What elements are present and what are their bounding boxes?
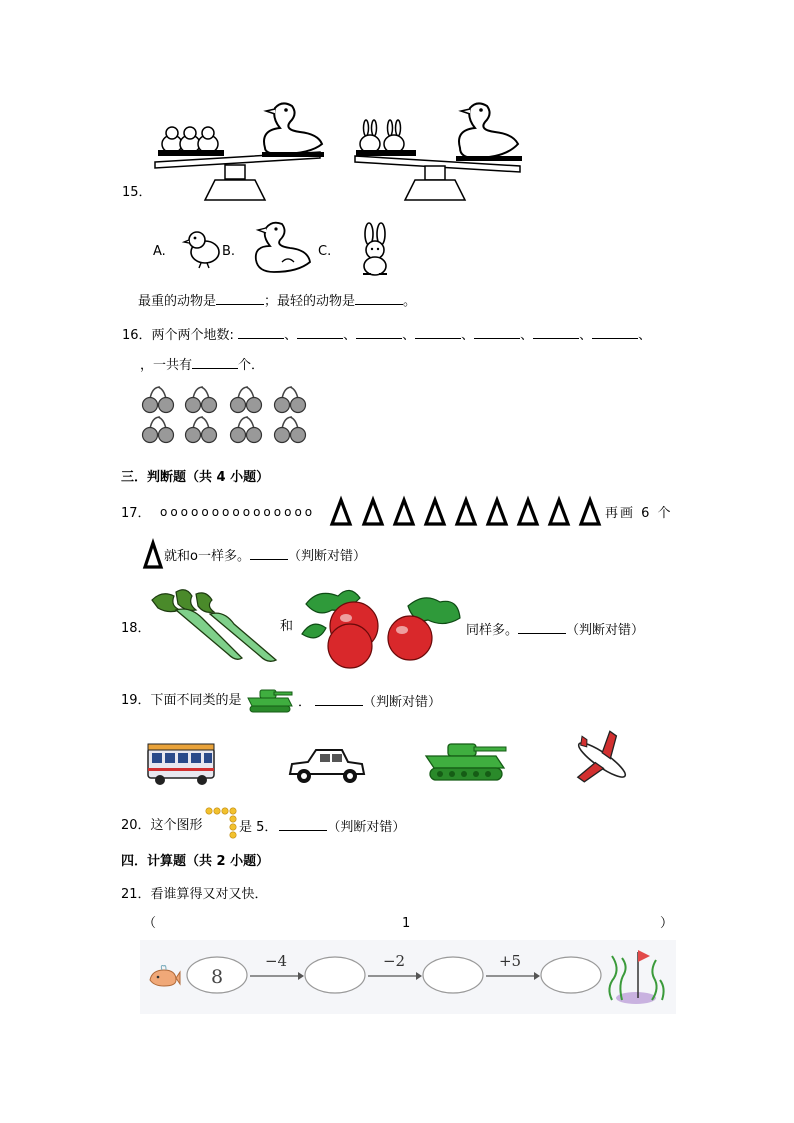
q16-sep: 、 bbox=[402, 328, 416, 343]
q17-circles: ooooooooooooooo bbox=[160, 505, 316, 519]
op-1: −4 bbox=[264, 952, 288, 970]
q20-answer-blank[interactable] bbox=[279, 818, 327, 831]
q20-number: 20． bbox=[121, 818, 151, 833]
q16-sep: 、 bbox=[343, 328, 357, 343]
q16-blank-3[interactable] bbox=[356, 326, 402, 339]
oval-answer-3[interactable] bbox=[540, 955, 602, 995]
seaweed-flag-icon bbox=[604, 944, 668, 1006]
duck-icon bbox=[252, 220, 312, 275]
section-3-title: 三．判断题（共 4 小题） bbox=[121, 470, 270, 485]
q19-answer-blank[interactable] bbox=[315, 693, 363, 706]
q20-judge: （判断对错） bbox=[327, 820, 406, 835]
airplane-icon bbox=[572, 728, 632, 792]
q17-number: 17． bbox=[121, 506, 151, 521]
q16-number: 16． bbox=[122, 328, 152, 343]
q19-tail bbox=[298, 693, 441, 711]
whale-icon bbox=[146, 964, 180, 990]
section-4-title: 四．计算题（共 2 小题） bbox=[121, 854, 270, 869]
flower-figure-icon bbox=[203, 807, 239, 843]
q15-number: 15． bbox=[122, 185, 152, 200]
q21-number: 21． bbox=[121, 887, 151, 902]
q16-blank-2[interactable] bbox=[297, 326, 343, 339]
bus-icon bbox=[146, 742, 218, 788]
q16-blank-7[interactable] bbox=[592, 326, 638, 339]
q16-sep: 、 bbox=[638, 328, 652, 343]
q16-line1 bbox=[122, 326, 651, 344]
q21-line bbox=[121, 887, 268, 903]
q17-triangles bbox=[330, 497, 606, 527]
q16-line2 bbox=[140, 356, 264, 374]
q21-paren-open: （ bbox=[143, 916, 157, 931]
q21-paren-close: ） bbox=[660, 916, 674, 931]
q21-paren-num: 1 bbox=[402, 916, 411, 931]
q15-question: 最重的动物是 bbox=[138, 294, 217, 309]
q15-option-c: C. bbox=[318, 244, 332, 259]
q18-tail bbox=[466, 621, 644, 639]
arrow-2 bbox=[368, 970, 422, 982]
q16-sep: 、 bbox=[579, 328, 593, 343]
rabbit-icon bbox=[355, 222, 395, 278]
q17-line2 bbox=[164, 547, 366, 565]
q19-line bbox=[121, 693, 242, 709]
q18-answer-blank[interactable] bbox=[518, 621, 566, 634]
q15-end: 。 bbox=[403, 294, 417, 309]
q16-blank-4[interactable] bbox=[415, 326, 461, 339]
oval-answer-1[interactable] bbox=[304, 955, 366, 995]
q15-answer-line bbox=[138, 292, 416, 310]
q21-text: 看谁算得又对又快． bbox=[150, 887, 268, 902]
q15-option-b: B. bbox=[222, 244, 236, 259]
q20-text: 这个图形 bbox=[150, 818, 203, 833]
radishes-image bbox=[298, 584, 466, 670]
q15-mid: ；最轻的动物是 bbox=[264, 294, 356, 309]
q18-same: 同样多。 bbox=[466, 623, 519, 638]
car-icon bbox=[286, 746, 366, 786]
q16-blank-6[interactable] bbox=[533, 326, 579, 339]
q17-judge: （判断对错） bbox=[287, 549, 366, 564]
q19-number: 19． bbox=[121, 693, 151, 708]
q16-line2-end: 个． bbox=[238, 358, 265, 373]
carrots-image bbox=[146, 588, 280, 666]
op-3: +5 bbox=[498, 952, 522, 970]
q19-text: 下面不同类的是 bbox=[150, 693, 242, 708]
q16-sep: 、 bbox=[461, 328, 475, 343]
small-tank-icon bbox=[246, 686, 294, 714]
q18-judge: （判断对错） bbox=[566, 623, 645, 638]
q18-and: 和 bbox=[280, 619, 294, 634]
q15-heaviest-blank[interactable] bbox=[216, 292, 264, 305]
q16-sep: 、 bbox=[520, 328, 534, 343]
q17-answer-blank[interactable] bbox=[250, 547, 288, 560]
q20-line bbox=[121, 818, 203, 834]
cherries-group bbox=[138, 385, 318, 445]
q15-lightest-blank[interactable] bbox=[355, 292, 403, 305]
balance-scale-chicks-duck bbox=[150, 100, 330, 205]
tank-icon bbox=[424, 738, 508, 784]
q16-sep: 、 bbox=[284, 328, 298, 343]
arrow-1 bbox=[250, 970, 304, 982]
q18-number: 18． bbox=[121, 621, 151, 636]
q16-count-blank[interactable] bbox=[192, 356, 238, 369]
op-2: −2 bbox=[382, 952, 406, 970]
q16-line2-start: ，一共有 bbox=[140, 358, 193, 373]
q16-blank-1[interactable] bbox=[238, 326, 284, 339]
q19-judge: （判断对错） bbox=[363, 695, 442, 710]
chick-icon bbox=[183, 226, 223, 270]
q17-line1-end: 再画 6 个 bbox=[605, 506, 673, 521]
q17-text: 就和o一样多。 bbox=[164, 549, 250, 564]
start-value: 8 bbox=[210, 966, 224, 988]
arrow-3 bbox=[486, 970, 540, 982]
q16-blank-5[interactable] bbox=[474, 326, 520, 339]
q15-option-a: A. bbox=[153, 244, 166, 259]
balance-scale-rabbits-duck bbox=[350, 100, 530, 205]
q20-tail bbox=[239, 818, 405, 836]
q19-dot: ． bbox=[298, 695, 312, 710]
q20-is5: 是 5． bbox=[239, 820, 278, 835]
q16-lead: 两个两个地数: bbox=[151, 328, 234, 343]
triangle-icon bbox=[143, 541, 163, 569]
oval-answer-2[interactable] bbox=[422, 955, 484, 995]
